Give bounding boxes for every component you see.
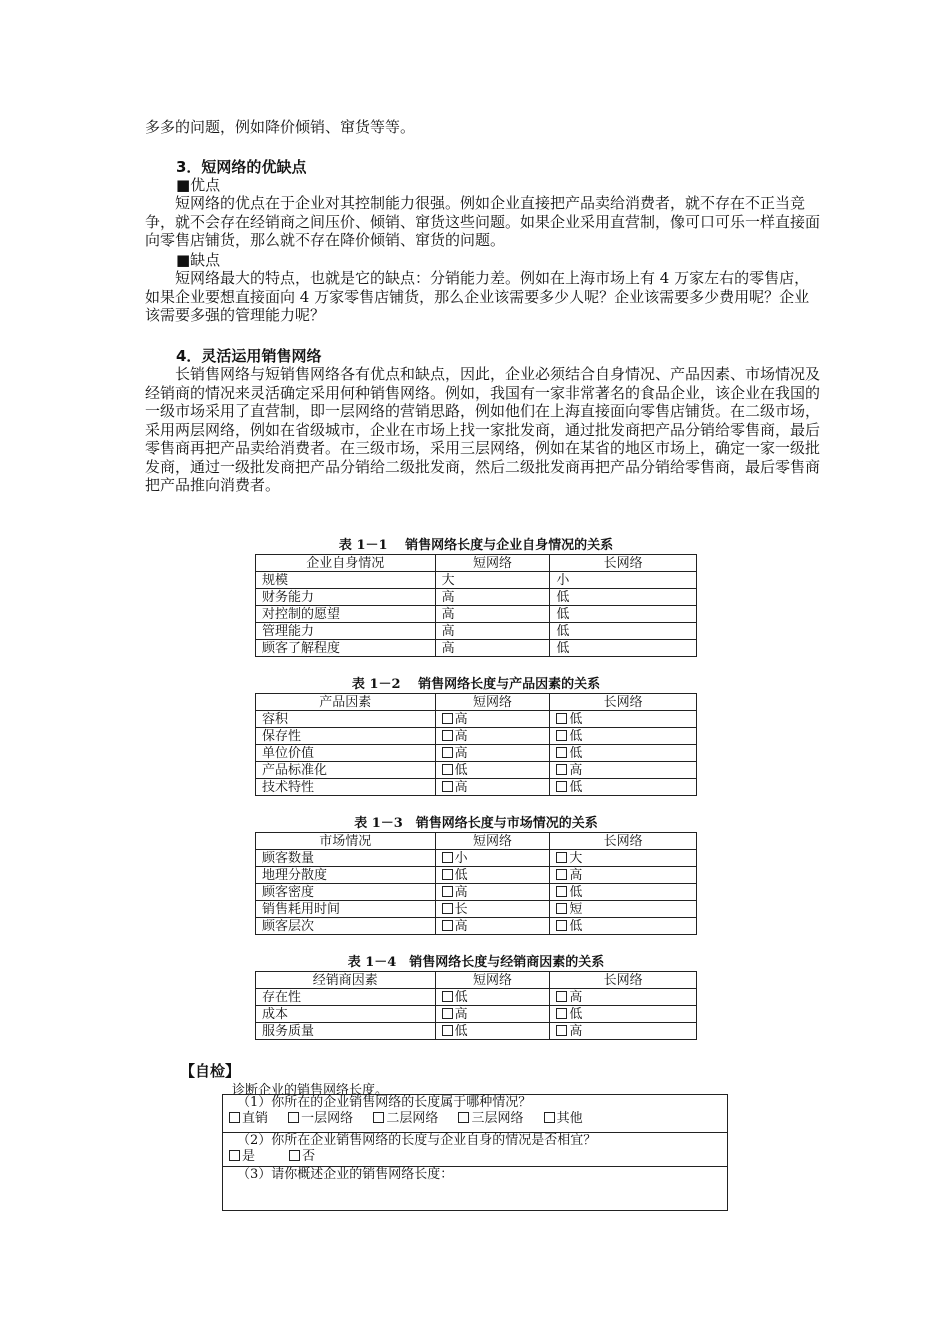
option-label: 二层网络 [386, 1111, 439, 1126]
cell-value: 低 [569, 918, 583, 934]
cell-value: 低 [569, 779, 583, 795]
checkbox-icon[interactable] [442, 920, 453, 931]
checkbox-icon[interactable] [373, 1112, 384, 1123]
table-cell: 低 [550, 623, 697, 640]
option-direct[interactable] [229, 1111, 268, 1127]
table-row [256, 762, 697, 779]
table-row [256, 850, 697, 867]
table-cell: 产品标准化 [256, 762, 436, 779]
table-cell: 高 [435, 640, 550, 657]
cell-value: 大 [569, 850, 583, 866]
table-cell [435, 918, 550, 935]
checkbox-icon[interactable] [229, 1112, 240, 1123]
table-cell: 技术特性 [256, 779, 436, 796]
header-cell: 短网络 [435, 972, 550, 989]
table-row [256, 918, 697, 935]
table-row [256, 711, 697, 728]
table-cell [550, 1006, 697, 1023]
cell-value: 短 [569, 901, 583, 917]
checkbox-icon[interactable] [442, 886, 453, 897]
table-cell: 高 [435, 606, 550, 623]
table-cell [435, 1006, 550, 1023]
table-cell [550, 850, 697, 867]
table-cell [435, 989, 550, 1006]
table-cell: 容积 [256, 711, 436, 728]
cell-value: 高 [454, 884, 468, 900]
checkbox-icon[interactable] [288, 1112, 299, 1123]
table-cell: 高 [435, 623, 550, 640]
table-cell [435, 745, 550, 762]
table-cell [550, 711, 697, 728]
header-cell: 长网络 [550, 972, 697, 989]
option-yes[interactable] [229, 1149, 255, 1165]
table-row [256, 589, 697, 606]
header-cell: 产品因素 [256, 694, 436, 711]
header-cell: 短网络 [435, 833, 550, 850]
table-cell: 对控制的愿望 [256, 606, 436, 623]
cell-value: 低 [569, 745, 583, 761]
table3-caption: 表 1－3 销售网络长度与市场情况的关系 [354, 816, 598, 831]
checkbox-icon[interactable] [442, 852, 453, 863]
table-cell: 成本 [256, 1006, 436, 1023]
checkbox-icon[interactable] [544, 1112, 555, 1123]
table-row [256, 745, 697, 762]
header-cell: 长网络 [550, 833, 697, 850]
table-cell [435, 762, 550, 779]
table-cell [435, 728, 550, 745]
option-label: 一层网络 [301, 1111, 354, 1126]
cell-value: 低 [569, 884, 583, 900]
cons-paragraph: 短网络最大的特点，也就是它的缺点：分销能力差。例如在上海市场上有 4 万家左右的零售店，如果企业要想直接面向 4 万家零售店铺货，那么企业该需要多少人呢？企业该需要多少费用呢？企业该需要多强的管理能力呢？ [145, 269, 810, 324]
checkbox-icon[interactable] [442, 903, 453, 914]
table-header-row [256, 555, 697, 572]
table-row [256, 640, 697, 657]
checkbox-icon[interactable] [442, 747, 453, 758]
table-cell: 顾客密度 [256, 884, 436, 901]
table-cell: 服务质量 [256, 1023, 436, 1040]
header-cell: 长网络 [550, 555, 697, 572]
table-row [256, 572, 697, 589]
table-cell [550, 728, 697, 745]
checkbox-icon[interactable] [458, 1112, 469, 1123]
table-cell: 单位价值 [256, 745, 436, 762]
table-row [256, 779, 697, 796]
checkbox-icon[interactable] [556, 852, 567, 863]
table-cell [435, 884, 550, 901]
question-1 [223, 1095, 727, 1133]
header-cell: 市场情况 [256, 833, 436, 850]
checkbox-icon[interactable] [556, 747, 567, 758]
cell-value: 低 [454, 1023, 468, 1039]
table-row [256, 989, 697, 1006]
self-check-box [222, 1094, 728, 1211]
cell-value: 低 [569, 1006, 583, 1022]
checkbox-icon[interactable] [442, 1025, 453, 1036]
intro-paragraph: 多多的问题，例如降价倾销、窜货等等。 [145, 118, 416, 136]
checkbox-icon[interactable] [556, 713, 567, 724]
table-row [256, 1023, 697, 1040]
option-other[interactable] [544, 1111, 583, 1127]
option-label: 直销 [242, 1111, 269, 1126]
table-cell [435, 850, 550, 867]
checkbox-icon[interactable] [442, 1008, 453, 1019]
section4-heading: 4．灵活运用销售网络 [176, 347, 322, 365]
checkbox-icon[interactable] [442, 781, 453, 792]
table4 [255, 971, 697, 1040]
table-cell: 顾客数量 [256, 850, 436, 867]
checkbox-icon[interactable] [556, 1025, 567, 1036]
checkbox-icon[interactable] [442, 730, 453, 741]
table-row [256, 901, 697, 918]
table-row [256, 606, 697, 623]
checkbox-icon[interactable] [556, 764, 567, 775]
cell-value: 低 [454, 762, 468, 778]
table2-caption: 表 1－2 销售网络长度与产品因素的关系 [351, 677, 601, 692]
cell-value: 高 [569, 989, 583, 1005]
header-cell: 短网络 [435, 555, 550, 572]
checkbox-icon[interactable] [442, 764, 453, 775]
table-row [256, 884, 697, 901]
table-cell [550, 779, 697, 796]
table2 [255, 693, 697, 796]
table-cell: 低 [550, 640, 697, 657]
checkbox-icon[interactable] [556, 903, 567, 914]
table-cell [550, 884, 697, 901]
table-row [256, 867, 697, 884]
table-cell [550, 745, 697, 762]
table-cell [550, 901, 697, 918]
question-2-options [229, 1149, 727, 1165]
cons-label: ■缺点 [176, 251, 221, 269]
checkbox-icon[interactable] [556, 869, 567, 880]
cell-value: 高 [454, 745, 468, 761]
checkbox-icon[interactable] [556, 1008, 567, 1019]
table-cell: 规模 [256, 572, 436, 589]
header-cell: 企业自身情况 [256, 555, 436, 572]
table-cell: 顾客了解程度 [256, 640, 436, 657]
table-cell: 管理能力 [256, 623, 436, 640]
pros-paragraph: 短网络的优点在于企业对其控制能力很强。例如企业直接把产品卖给消费者，就不存在不正当竞争，就不会存在经销商之间压价、倾销、窜货这些问题。如果企业采用直营制，像可口可乐一样直接面向零售店铺货，那么就不存在降价倾销、窜货的问题。 [145, 194, 821, 249]
question-1-options [229, 1111, 727, 1127]
table-header-row [256, 694, 697, 711]
option-label: 否 [302, 1149, 316, 1164]
table-cell: 小 [550, 572, 697, 589]
checkbox-icon[interactable] [442, 713, 453, 724]
checkbox-icon[interactable] [556, 781, 567, 792]
cell-value: 低 [569, 711, 583, 727]
self-check-intro: 诊断企业的销售网络长度。 [232, 1083, 389, 1098]
table3 [255, 832, 697, 935]
cell-value: 高 [454, 711, 468, 727]
cell-value: 高 [569, 762, 583, 778]
table-cell [550, 762, 697, 779]
table-cell [435, 867, 550, 884]
option-label: 是 [242, 1149, 256, 1164]
option-three-layer[interactable] [458, 1111, 523, 1127]
table-cell: 地理分散度 [256, 867, 436, 884]
checkbox-icon[interactable] [229, 1150, 240, 1161]
table1 [255, 554, 697, 657]
option-label: 三层网络 [471, 1111, 524, 1126]
checkbox-icon[interactable] [442, 991, 453, 1002]
table-cell: 财务能力 [256, 589, 436, 606]
cell-value: 低 [569, 728, 583, 744]
checkbox-icon[interactable] [556, 920, 567, 931]
cell-value: 高 [454, 728, 468, 744]
cell-value: 低 [454, 867, 468, 883]
table4-caption: 表 1－4 销售网络长度与经销商因素的关系 [347, 955, 605, 970]
table-header-row [256, 972, 697, 989]
option-label: 其他 [556, 1111, 583, 1126]
checkbox-icon[interactable] [556, 730, 567, 741]
table-row [256, 728, 697, 745]
table-cell [550, 1023, 697, 1040]
pros-label: ■优点 [176, 176, 221, 194]
header-cell: 经销商因素 [256, 972, 436, 989]
cell-value: 高 [569, 1023, 583, 1039]
table-cell [435, 711, 550, 728]
option-one-layer[interactable] [288, 1111, 353, 1127]
table-cell: 低 [550, 606, 697, 623]
checkbox-icon[interactable] [442, 869, 453, 880]
table-row [256, 1006, 697, 1023]
question-3-text: （3）请你概述企业的销售网络长度： [237, 1167, 454, 1182]
table-header-row [256, 833, 697, 850]
cell-value: 小 [454, 850, 468, 866]
table1-caption: 表 1－1 销售网络长度与企业自身情况的关系 [338, 538, 614, 553]
question-2 [223, 1133, 727, 1167]
option-two-layer[interactable] [373, 1111, 438, 1127]
table-cell: 保存性 [256, 728, 436, 745]
section3-heading: 3．短网络的优缺点 [176, 158, 307, 176]
table-cell: 高 [435, 589, 550, 606]
cell-value: 低 [454, 989, 468, 1005]
question-2-text: （2）你所在企业销售网络的长度与企业自身的情况是否相宜？ [237, 1133, 597, 1148]
table-cell: 大 [435, 572, 550, 589]
table-cell [550, 918, 697, 935]
cell-value: 高 [569, 867, 583, 883]
checkbox-icon[interactable] [556, 886, 567, 897]
header-cell: 短网络 [435, 694, 550, 711]
table-cell [435, 779, 550, 796]
cell-value: 长 [454, 901, 468, 917]
checkbox-icon[interactable] [556, 991, 567, 1002]
checkbox-icon[interactable] [289, 1150, 300, 1161]
question-3[interactable] [223, 1167, 727, 1210]
table-row [256, 623, 697, 640]
cell-value: 高 [454, 1006, 468, 1022]
table-cell: 存在性 [256, 989, 436, 1006]
cell-value: 高 [454, 918, 468, 934]
table-cell: 低 [550, 589, 697, 606]
option-no[interactable] [289, 1149, 315, 1165]
table-cell: 销售耗用时间 [256, 901, 436, 918]
table-cell: 顾客层次 [256, 918, 436, 935]
table-cell [435, 901, 550, 918]
table-cell [550, 989, 697, 1006]
table-cell [435, 1023, 550, 1040]
table-cell [550, 867, 697, 884]
cell-value: 高 [454, 779, 468, 795]
self-check-heading: 【自检】 [180, 1062, 241, 1080]
section4-paragraph: 长销售网络与短销售网络各有优点和缺点，因此，企业必须结合自身情况、产品因素、市场情况及经销商的情况来灵活确定采用何种销售网络。例如，我国有一家非常著名的食品企业，该企业在我国的一级市场采用了直营制，即一层网络的营销思路，例如他们在上海直接面向零售店铺货。在二级市场，采用两层网络，例如在省级城市，企业在市场上找一家批发商，通过批发商把产品分销给零售商，最后零售商再把产品卖给消费者。在三级市场，采用三层网络，例如在某省的地区市场上，确定一家一级批发商，通过一级批发商把产品分销给二级批发商，然后二级批发商再把产品分销给零售商，最后零售商把产品推向消费者。 [145, 365, 821, 494]
header-cell: 长网络 [550, 694, 697, 711]
question-1-text: （1）你所在的企业销售网络的长度属于哪种情况？ [237, 1095, 532, 1110]
